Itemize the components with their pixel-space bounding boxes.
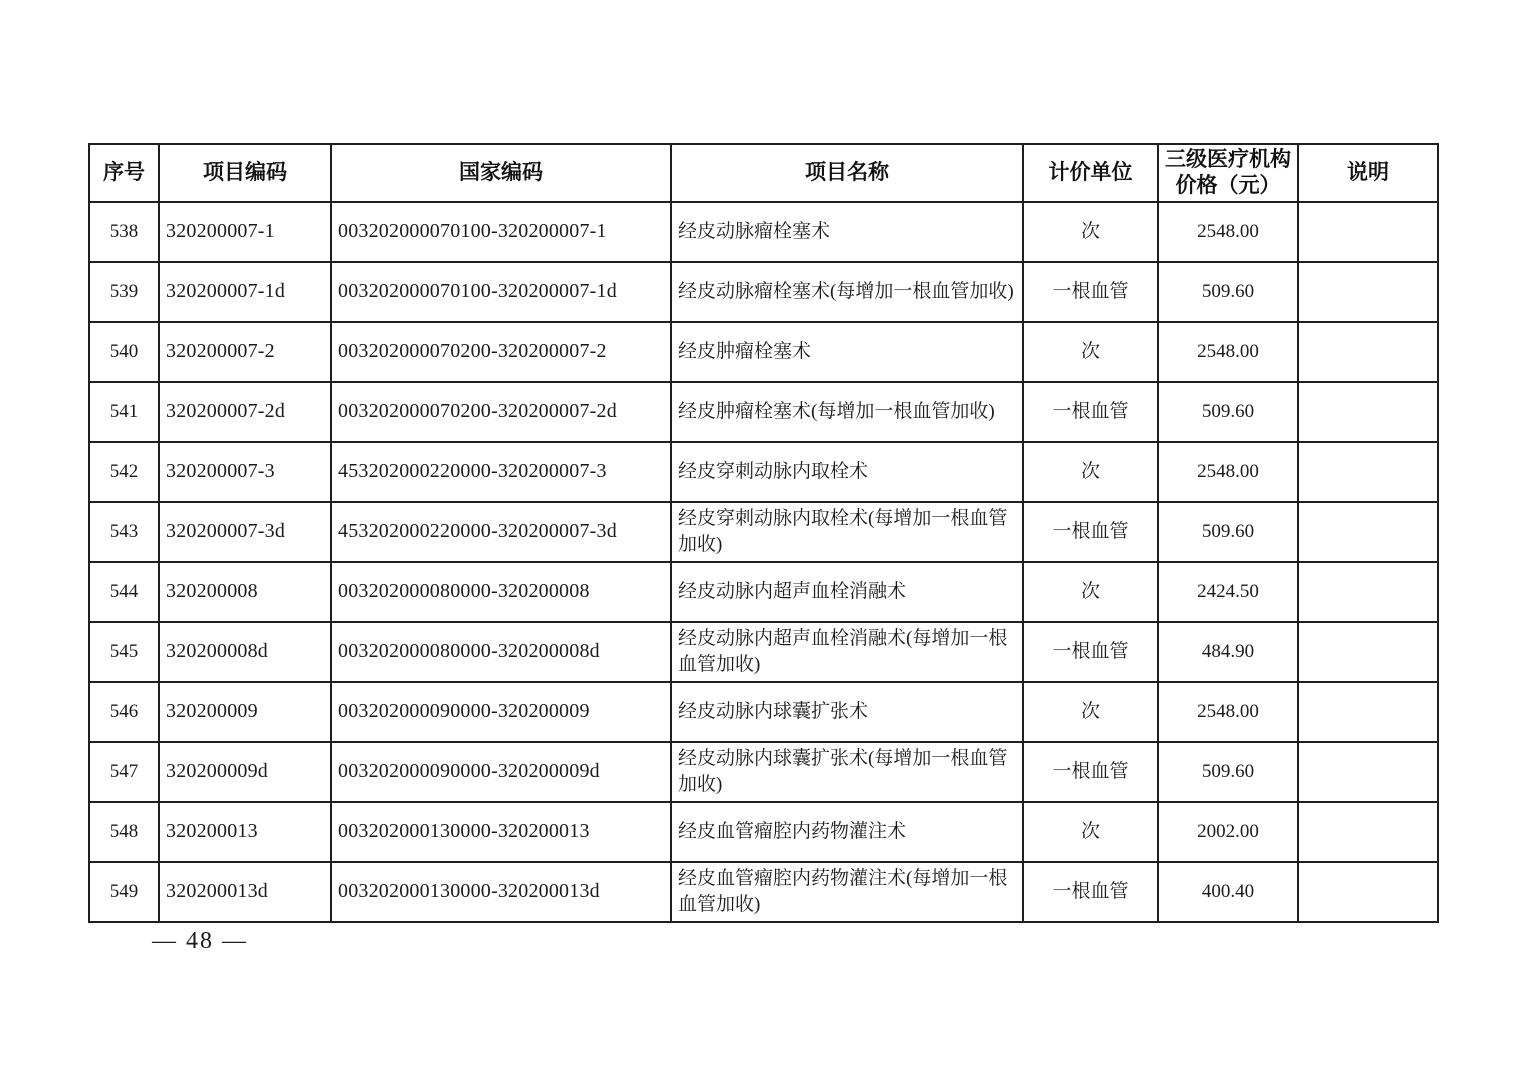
table-header (89, 144, 1438, 202)
cell-note (1298, 862, 1438, 922)
cell-name: 经皮血管瘤腔内药物灌注术 (671, 802, 1023, 862)
cell-natcode: 003202000080000-320200008d (331, 622, 671, 682)
cell-unit: 次 (1023, 682, 1158, 742)
cell-unit: 一根血管 (1023, 742, 1158, 802)
cell-price: 509.60 (1158, 502, 1298, 562)
cell-name: 经皮动脉内超声血栓消融术 (671, 562, 1023, 622)
table-row (89, 742, 1438, 802)
header-name: 项目名称 (671, 144, 1023, 202)
cell-natcode: 003202000130000-320200013d (331, 862, 671, 922)
cell-seq: 539 (89, 262, 159, 322)
cell-seq: 547 (89, 742, 159, 802)
cell-price: 2548.00 (1158, 322, 1298, 382)
cell-natcode: 003202000090000-320200009d (331, 742, 671, 802)
cell-seq: 538 (89, 202, 159, 262)
header-seq: 序号 (89, 144, 159, 202)
cell-unit: 次 (1023, 202, 1158, 262)
cell-natcode: 453202000220000-320200007-3d (331, 502, 671, 562)
cell-price: 509.60 (1158, 262, 1298, 322)
cell-code: 320200007-1 (159, 202, 331, 262)
cell-seq: 548 (89, 802, 159, 862)
cell-price: 2424.50 (1158, 562, 1298, 622)
cell-name: 经皮穿刺动脉内取栓术 (671, 442, 1023, 502)
header-price (1158, 144, 1298, 202)
cell-code: 320200007-1d (159, 262, 331, 322)
table-row (89, 202, 1438, 262)
header-price-line2: 价格（元） (1175, 174, 1281, 197)
cell-code: 320200007-3d (159, 502, 331, 562)
cell-seq: 545 (89, 622, 159, 682)
cell-note (1298, 382, 1438, 442)
cell-name: 经皮动脉瘤栓塞术 (671, 202, 1023, 262)
cell-unit: 一根血管 (1023, 862, 1158, 922)
cell-name: 经皮动脉内球囊扩张术(每增加一根血管加收) (671, 742, 1023, 802)
cell-unit: 次 (1023, 442, 1158, 502)
cell-code: 320200008 (159, 562, 331, 622)
cell-note (1298, 322, 1438, 382)
cell-name: 经皮动脉内球囊扩张术 (671, 682, 1023, 742)
table-row (89, 502, 1438, 562)
cell-note (1298, 742, 1438, 802)
cell-note (1298, 262, 1438, 322)
cell-unit: 一根血管 (1023, 382, 1158, 442)
cell-code: 320200008d (159, 622, 331, 682)
header-row (89, 144, 1438, 202)
cell-name: 经皮肿瘤栓塞术(每增加一根血管加收) (671, 382, 1023, 442)
cell-note (1298, 502, 1438, 562)
cell-note (1298, 802, 1438, 862)
cell-natcode: 003202000130000-320200013 (331, 802, 671, 862)
cell-price: 509.60 (1158, 742, 1298, 802)
cell-name: 经皮血管瘤腔内药物灌注术(每增加一根血管加收) (671, 862, 1023, 922)
cell-name: 经皮穿刺动脉内取栓术(每增加一根血管加收) (671, 502, 1023, 562)
cell-unit: 一根血管 (1023, 502, 1158, 562)
header-code: 项目编码 (159, 144, 331, 202)
table-row (89, 682, 1438, 742)
cell-natcode: 003202000080000-320200008 (331, 562, 671, 622)
cell-seq: 543 (89, 502, 159, 562)
cell-natcode: 003202000070100-320200007-1 (331, 202, 671, 262)
cell-price: 509.60 (1158, 382, 1298, 442)
cell-seq: 544 (89, 562, 159, 622)
cell-unit: 一根血管 (1023, 262, 1158, 322)
cell-unit: 一根血管 (1023, 622, 1158, 682)
table-row (89, 382, 1438, 442)
cell-note (1298, 442, 1438, 502)
cell-code: 320200007-2d (159, 382, 331, 442)
cell-natcode: 003202000090000-320200009 (331, 682, 671, 742)
cell-seq: 542 (89, 442, 159, 502)
cell-note (1298, 562, 1438, 622)
table-body (89, 202, 1438, 922)
cell-seq: 549 (89, 862, 159, 922)
cell-natcode: 003202000070200-320200007-2 (331, 322, 671, 382)
cell-code: 320200009d (159, 742, 331, 802)
cell-note (1298, 202, 1438, 262)
cell-unit: 次 (1023, 562, 1158, 622)
cell-natcode: 003202000070100-320200007-1d (331, 262, 671, 322)
medical-price-table (88, 143, 1439, 923)
table-row (89, 622, 1438, 682)
cell-price: 2002.00 (1158, 802, 1298, 862)
cell-price: 400.40 (1158, 862, 1298, 922)
table-row (89, 802, 1438, 862)
cell-name: 经皮动脉内超声血栓消融术(每增加一根血管加收) (671, 622, 1023, 682)
header-note: 说明 (1298, 144, 1438, 202)
cell-seq: 546 (89, 682, 159, 742)
cell-note (1298, 622, 1438, 682)
cell-code: 320200013d (159, 862, 331, 922)
cell-code: 320200007-3 (159, 442, 331, 502)
cell-natcode: 453202000220000-320200007-3 (331, 442, 671, 502)
cell-name: 经皮肿瘤栓塞术 (671, 322, 1023, 382)
cell-code: 320200009 (159, 682, 331, 742)
header-natcode: 国家编码 (331, 144, 671, 202)
cell-code: 320200007-2 (159, 322, 331, 382)
cell-unit: 次 (1023, 802, 1158, 862)
cell-unit: 次 (1023, 322, 1158, 382)
table-row (89, 262, 1438, 322)
table-row (89, 322, 1438, 382)
table-row (89, 862, 1438, 922)
table-row (89, 562, 1438, 622)
cell-price: 484.90 (1158, 622, 1298, 682)
cell-seq: 540 (89, 322, 159, 382)
cell-note (1298, 682, 1438, 742)
header-price-line1: 三级医疗机构 (1165, 147, 1291, 171)
table-row (89, 442, 1438, 502)
cell-name: 经皮动脉瘤栓塞术(每增加一根血管加收) (671, 262, 1023, 322)
cell-code: 320200013 (159, 802, 331, 862)
cell-natcode: 003202000070200-320200007-2d (331, 382, 671, 442)
header-unit: 计价单位 (1023, 144, 1158, 202)
cell-seq: 541 (89, 382, 159, 442)
cell-price: 2548.00 (1158, 442, 1298, 502)
cell-price: 2548.00 (1158, 202, 1298, 262)
cell-price: 2548.00 (1158, 682, 1298, 742)
page-number: — 48 — (152, 928, 248, 954)
